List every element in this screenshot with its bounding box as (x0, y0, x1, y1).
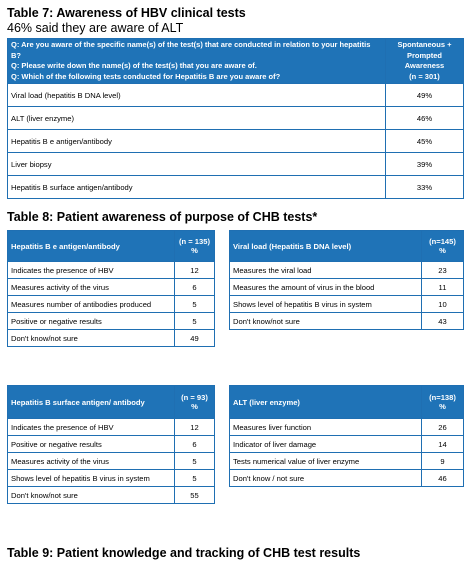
row-value: 43 (422, 313, 464, 330)
table-row (8, 330, 215, 347)
row-value: 5 (175, 313, 215, 330)
row-label: Indicates the presence of HBV (8, 419, 175, 436)
question-line-3: Q: Which of the following tests conducted for Hepatitis B are you aware of? (11, 71, 281, 81)
alt-header: ALT (liver enzyme) (230, 386, 422, 419)
row-value: 49 (175, 330, 215, 347)
table-row (8, 84, 464, 107)
row-value: 5 (175, 453, 215, 470)
n-label: (n = 135) (178, 237, 211, 246)
row-label: Don't know / not sure (230, 470, 422, 487)
row-label: Indicates the presence of HBV (8, 262, 175, 279)
row-value: 12 (175, 419, 215, 436)
header-line: Prompted (406, 50, 442, 60)
row-value: 14 (422, 436, 464, 453)
table9-title: Table 9: Patient knowledge and tracking of CHB test results (7, 546, 361, 560)
table8-hbe (7, 230, 215, 347)
row-value: 46% (386, 107, 464, 130)
row-label: Measures the viral load (230, 262, 422, 279)
alt-n-header (422, 386, 464, 419)
table7-header-row (8, 39, 464, 84)
percent-label: % (439, 402, 446, 411)
hbs-header: Hepatitis B surface antigen/ antibody (8, 386, 175, 419)
percent-label: % (191, 246, 198, 255)
row-value: 10 (422, 296, 464, 313)
row-value: 26 (422, 419, 464, 436)
table-row (230, 296, 464, 313)
row-value: 6 (175, 279, 215, 296)
table7-title: Table 7: Awareness of HBV clinical tests (7, 6, 246, 20)
row-value: 11 (422, 279, 464, 296)
row-label: Measures the amount of virus in the blood (230, 279, 422, 296)
table-row (8, 279, 215, 296)
viral-header: Viral load (Hepatitis B DNA level) (230, 231, 422, 262)
n-label: (n=145) (429, 237, 456, 246)
row-label: Indicator of liver damage (230, 436, 422, 453)
row-value: 45% (386, 130, 464, 153)
table8-alt (229, 385, 464, 487)
percent-label: % (191, 402, 198, 411)
header-line: (n = 301) (409, 71, 440, 81)
row-value: 55 (175, 487, 215, 504)
row-label: Positive or negative results (8, 313, 175, 330)
table-row (230, 262, 464, 279)
row-value: 33% (386, 176, 464, 199)
hbs-n-header (175, 386, 215, 419)
table-row (230, 419, 464, 436)
row-value: 5 (175, 296, 215, 313)
row-label: Measures activity of the virus (8, 279, 175, 296)
table7-awareness-header (386, 39, 464, 84)
table-row (230, 313, 464, 330)
table-row (230, 453, 464, 470)
n-label: (n=138) (429, 393, 456, 402)
table7-question-cell (8, 39, 386, 84)
table-row (8, 176, 464, 199)
row-value: 9 (422, 453, 464, 470)
percent-label: % (439, 246, 446, 255)
table-row (8, 470, 215, 487)
row-label: Hepatitis B e antigen/antibody (8, 130, 386, 153)
row-label: Liver biopsy (8, 153, 386, 176)
table7 (7, 38, 464, 199)
row-label: Measures activity of the virus (8, 453, 175, 470)
row-label: Hepatitis B surface antigen/antibody (8, 176, 386, 199)
n-label: (n = 93) (181, 393, 208, 402)
row-label: Viral load (hepatitis B DNA level) (8, 84, 386, 107)
viral-n-header (422, 231, 464, 262)
table-row (230, 436, 464, 453)
table8-viral (229, 230, 464, 330)
table-row (8, 453, 215, 470)
row-value: 12 (175, 262, 215, 279)
row-value: 46 (422, 470, 464, 487)
table-row (8, 262, 215, 279)
row-label: Don't know/not sure (8, 487, 175, 504)
row-label: Don't know/not sure (230, 313, 422, 330)
table7-subtitle: 46% said they are aware of ALT (7, 21, 184, 35)
row-label: Don't know/not sure (8, 330, 175, 347)
header-line: Spontaneous + (397, 40, 452, 49)
table8-hbs (7, 385, 215, 504)
table-row (8, 419, 215, 436)
table-row (8, 296, 215, 313)
row-value: 23 (422, 262, 464, 279)
question-line-1: Q: Are you aware of the specific name(s) of the test(s) that are conducted in relation to your hepatitis B? (11, 40, 371, 60)
table-row (230, 279, 464, 296)
table-row (8, 107, 464, 130)
row-label: Positive or negative results (8, 436, 175, 453)
header-line: Awareness (404, 61, 445, 70)
row-label: ALT (liver enzyme) (8, 107, 386, 130)
row-label: Shows level of hepatitis B virus in system (230, 296, 422, 313)
table-row (8, 487, 215, 504)
row-value: 49% (386, 84, 464, 107)
table-row (8, 153, 464, 176)
table-row (8, 436, 215, 453)
hbe-header: Hepatitis B e antigen/antibody (8, 231, 175, 262)
row-value: 39% (386, 153, 464, 176)
table-row (230, 470, 464, 487)
table8-title: Table 8: Patient awareness of purpose of CHB tests* (7, 210, 318, 224)
row-label: Shows level of hepatitis B virus in system (8, 470, 175, 487)
row-label: Measures number of antibodies produced (8, 296, 175, 313)
table-row (8, 130, 464, 153)
row-label: Tests numerical value of liver enzyme (230, 453, 422, 470)
question-line-2: Q: Please write down the name(s) of the test(s) that you are aware of. (11, 61, 257, 70)
row-value: 5 (175, 470, 215, 487)
row-label: Measures liver function (230, 419, 422, 436)
row-value: 6 (175, 436, 215, 453)
table-row (8, 313, 215, 330)
hbe-n-header (175, 231, 215, 262)
